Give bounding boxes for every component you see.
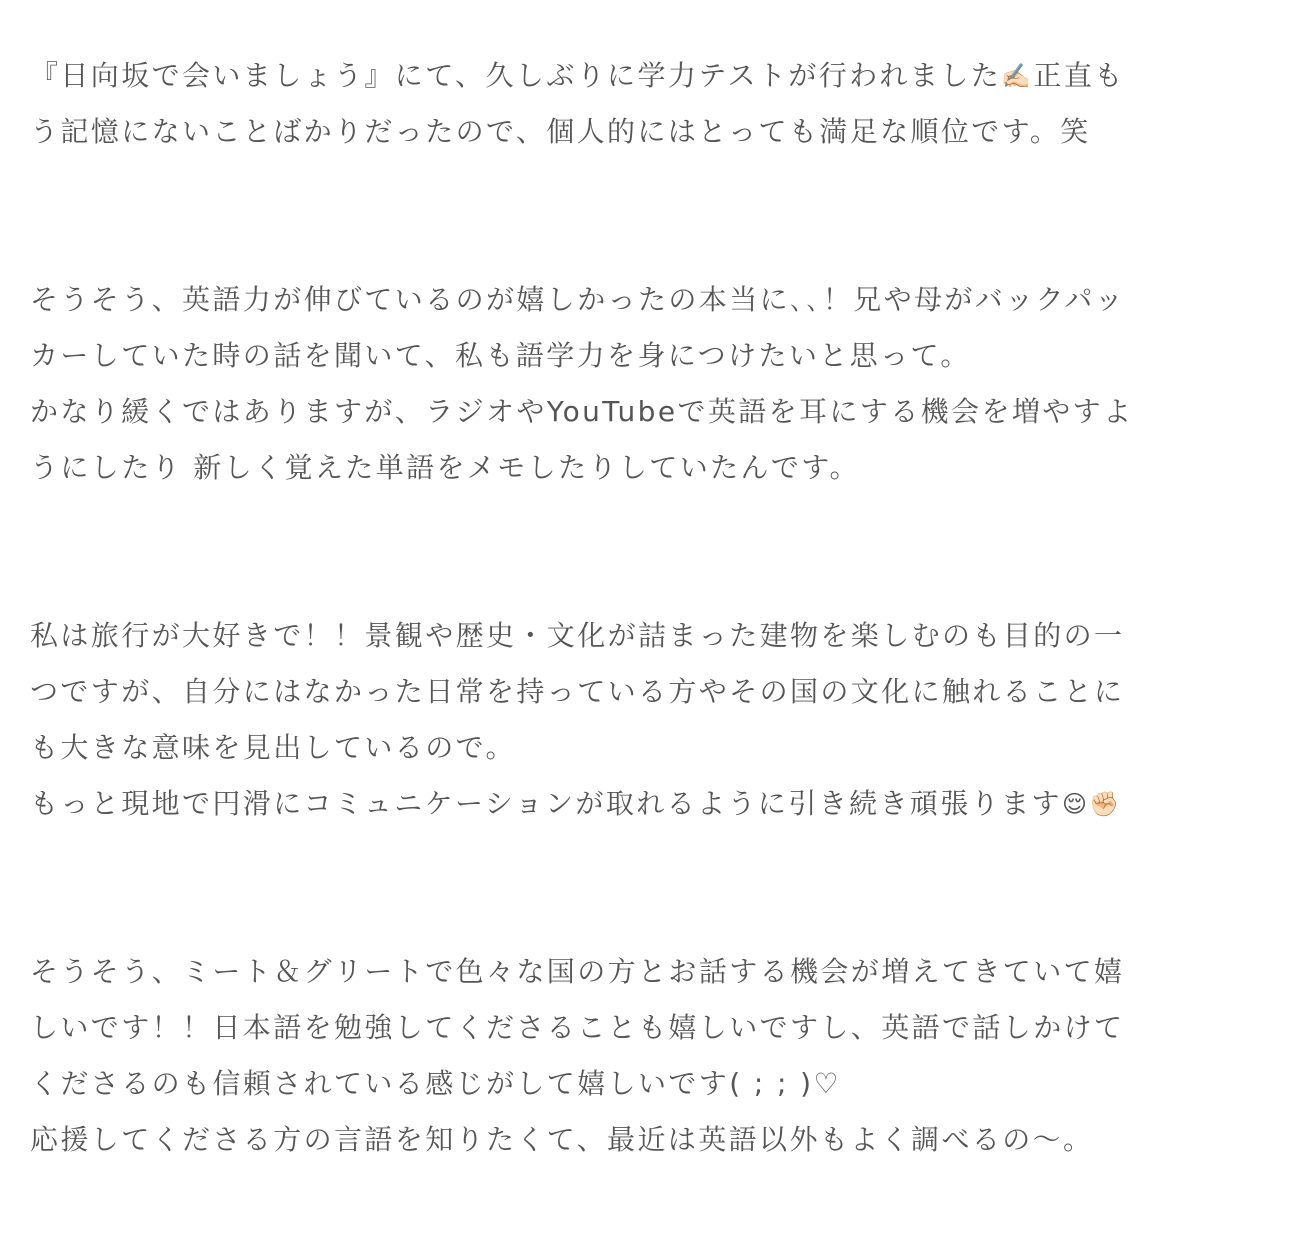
text-line: [30, 104, 1264, 160]
paragraph-meet-greet: [30, 944, 1264, 1168]
text-line: [30, 384, 1264, 440]
line-text: カーしていた時の話を聞いて、私も語学力を身につけたいと思って。: [30, 339, 971, 372]
line-text: うにしたり 新しく覚えた単語をメモしたりしていたんです。: [30, 451, 860, 484]
line-text: う記憶にないことばかりだったので、個人的にはとっても満足な順位です。笑: [30, 115, 1091, 148]
line-text: かなり緩くではありますが、ラジオやYouTubeで英語を耳にする機会を増やすよ: [30, 395, 1134, 428]
relieved-face-and-fist-emoji-icon: 😌✊🏻: [1061, 790, 1122, 818]
line-text: そうそう、英語力が伸びているのが嬉しかったの本当に､､！兄や母がバックパッ: [30, 283, 1126, 316]
text-line: [30, 1112, 1264, 1168]
line-text: つですが、自分にはなかった日常を持っている方やその国の文化に触れることに: [30, 675, 1125, 708]
line-text: 『日向坂で会いましょう』にて、久しぶりに学力テストが行われました: [30, 59, 1002, 92]
text-line: [30, 328, 1264, 384]
line-text: もっと現地で円滑にコミュニケーションが取れるように引き続き頑張ります: [30, 787, 1062, 820]
text-line: [30, 440, 1264, 496]
text-line: [30, 776, 1264, 832]
text-line: [30, 1056, 1264, 1112]
line-text: そうそう、ミート＆グリートで色々な国の方とお話する機会が増えてきていて嬉: [30, 955, 1125, 988]
paragraph-travel: [30, 608, 1264, 832]
line-text: くださるのも信頼されている感じがして嬉しいです( ; ; )♡: [30, 1067, 841, 1100]
text-line: [30, 944, 1264, 1000]
line-text: も大きな意味を見出しているので。: [30, 731, 516, 764]
text-line: [30, 720, 1264, 776]
paragraph-english-skill: [30, 272, 1264, 496]
paragraph-study-test: [30, 48, 1264, 160]
text-line: [30, 1000, 1264, 1056]
line-text: 私は旅行が大好きで！！景観や歴史・文化が詰まった建物を楽しむのも目的の一: [30, 619, 1125, 652]
line-text: 応援してくださる方の言語を知りたくて、最近は英語以外もよく調べるの〜。: [30, 1123, 1094, 1156]
text-line: [30, 48, 1264, 104]
text-line: [30, 608, 1264, 664]
text-line: [30, 664, 1264, 720]
text-line: [30, 272, 1264, 328]
article-body: [30, 48, 1264, 1168]
line-text: しいです！！日本語を勉強してくださることも嬉しいですし、英語で話しかけて: [30, 1011, 1125, 1044]
writing-hand-emoji-icon: ✍🏻: [1001, 62, 1034, 90]
line-text-tail: 正直も: [1033, 59, 1125, 92]
